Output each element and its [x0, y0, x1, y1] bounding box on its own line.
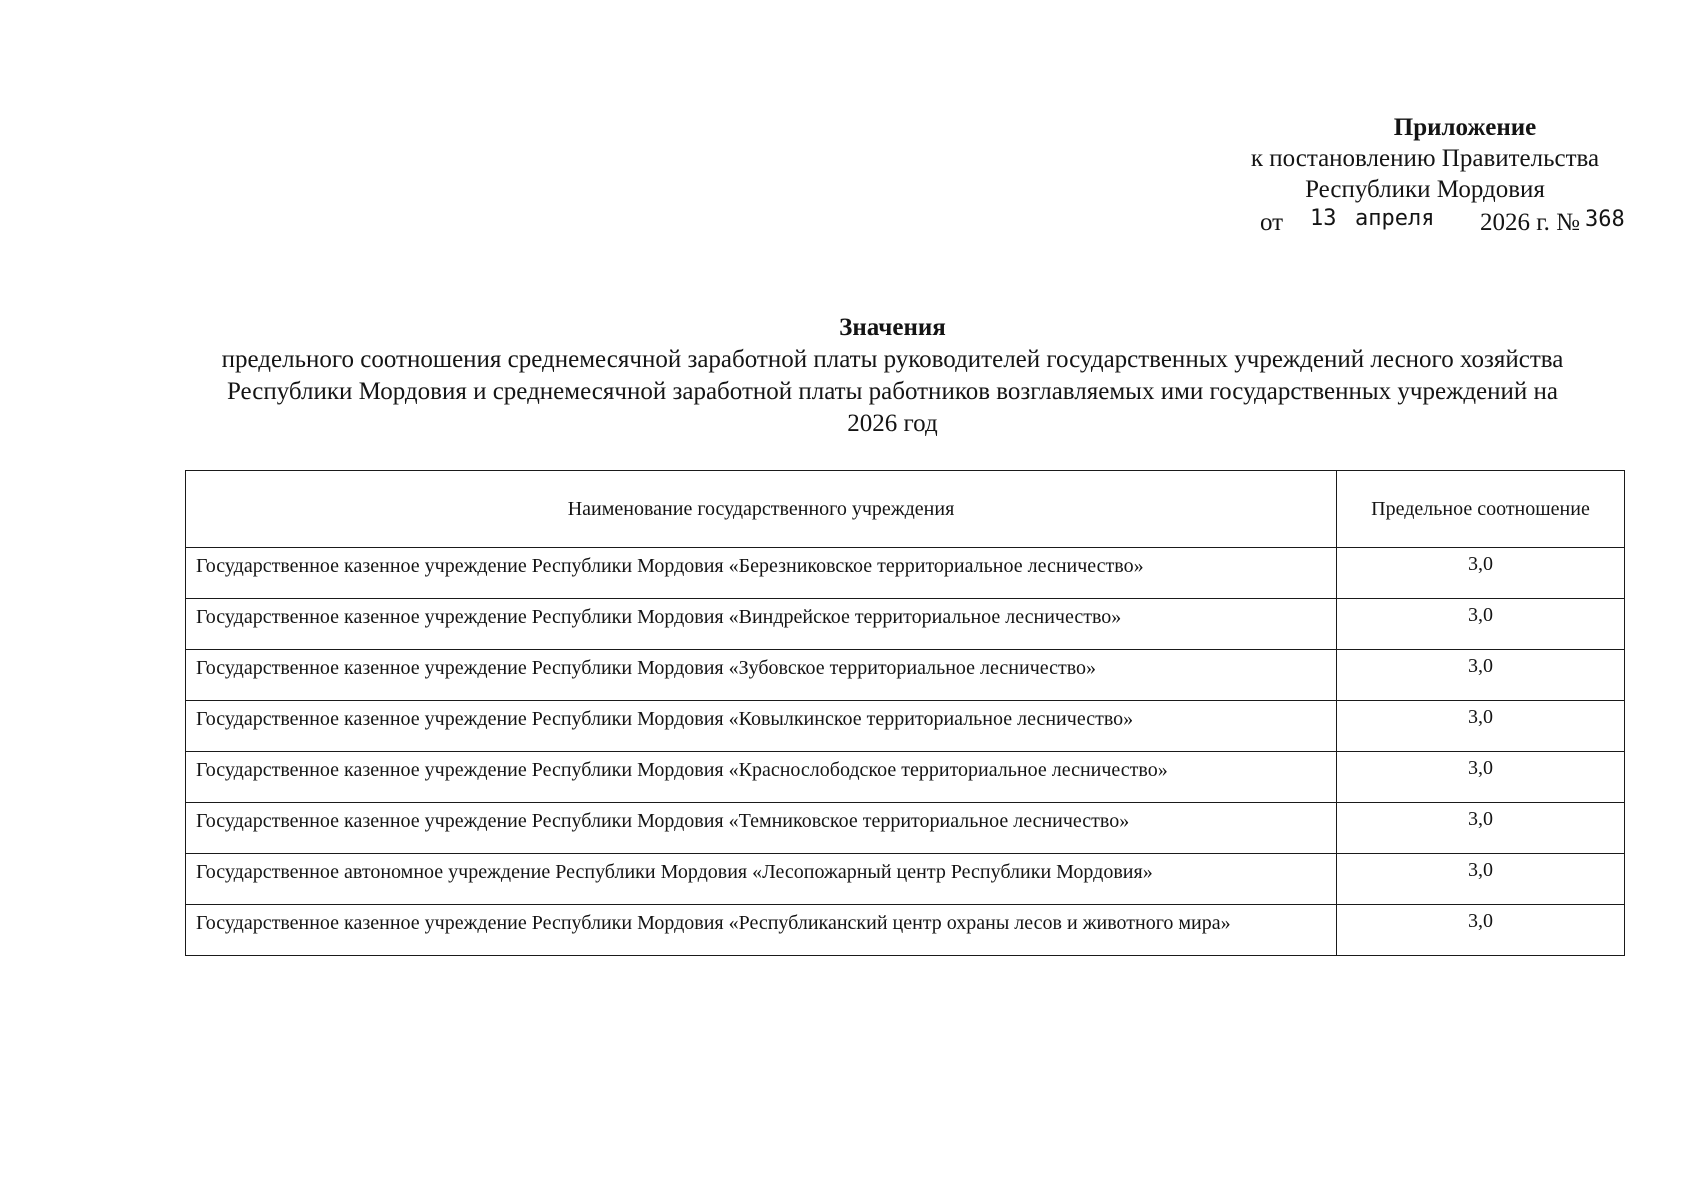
institution-name: Государственное казенное учреждение Республики Мордовия «Ковылкинское территориальное лесничество»: [186, 701, 1337, 752]
institution-name: Государственное казенное учреждение Республики Мордовия «Зубовское территориальное лесничество»: [186, 650, 1337, 701]
appendix-block: [1190, 112, 1660, 238]
ratio-table: [185, 470, 1625, 956]
appendix-date-line: [1190, 205, 1660, 238]
appendix-reference-line-2: Республики Мордовия: [1305, 176, 1545, 203]
institution-name: Государственное казенное учреждение Республики Мордовия «Республиканский центр охраны лесов и животного мира»: [186, 905, 1337, 956]
date-day: 13: [1310, 206, 1337, 231]
limit-ratio: 3,0: [1337, 548, 1625, 599]
table-row: [186, 650, 1625, 701]
limit-ratio: 3,0: [1337, 650, 1625, 701]
header-limit-ratio: Предельное соотношение: [1337, 471, 1625, 548]
limit-ratio: 3,0: [1337, 803, 1625, 854]
institution-name: Государственное казенное учреждение Республики Мордовия «Краснослободское территориальное лесничество»: [186, 752, 1337, 803]
table-row: [186, 803, 1625, 854]
date-prefix: от: [1260, 209, 1284, 236]
appendix-title: Приложение: [1393, 114, 1537, 141]
table-header-row: [186, 471, 1625, 548]
table-row: [186, 701, 1625, 752]
document-heading: [180, 312, 1605, 440]
date-month: апреля: [1355, 206, 1435, 231]
header-institution-name: Наименование государственного учреждения: [186, 471, 1337, 548]
limit-ratio: 3,0: [1337, 854, 1625, 905]
institution-name: Государственное казенное учреждение Республики Мордовия «Виндрейское территориальное лесничество»: [186, 599, 1337, 650]
limit-ratio: 3,0: [1337, 701, 1625, 752]
table-row: [186, 905, 1625, 956]
table-row: [186, 548, 1625, 599]
date-year: 2026 г. №: [1480, 209, 1581, 236]
limit-ratio: 3,0: [1337, 752, 1625, 803]
institution-name: Государственное казенное учреждение Республики Мордовия «Березниковское территориальное лесничество»: [186, 548, 1337, 599]
document-number: 368: [1585, 207, 1625, 232]
institution-name: Государственное казенное учреждение Республики Мордовия «Темниковское территориальное лесничество»: [186, 803, 1337, 854]
appendix-reference-line-1: к постановлению Правительства: [1250, 145, 1600, 172]
table-row: [186, 599, 1625, 650]
table-row: [186, 752, 1625, 803]
limit-ratio: 3,0: [1337, 599, 1625, 650]
institution-name: Государственное автономное учреждение Республики Мордовия «Лесопожарный центр Республики Мордовия»: [186, 854, 1337, 905]
table-row: [186, 854, 1625, 905]
document-subtitle: предельного соотношения среднемесячной заработной платы руководителей государственных учреждений лесного хозяйства Республики Мордовия и среднемесячной заработной платы работников возглавляемых ими государственных учреждений на 2026 год: [221, 346, 1564, 437]
limit-ratio: 3,0: [1337, 905, 1625, 956]
document-title: Значения: [839, 314, 946, 341]
